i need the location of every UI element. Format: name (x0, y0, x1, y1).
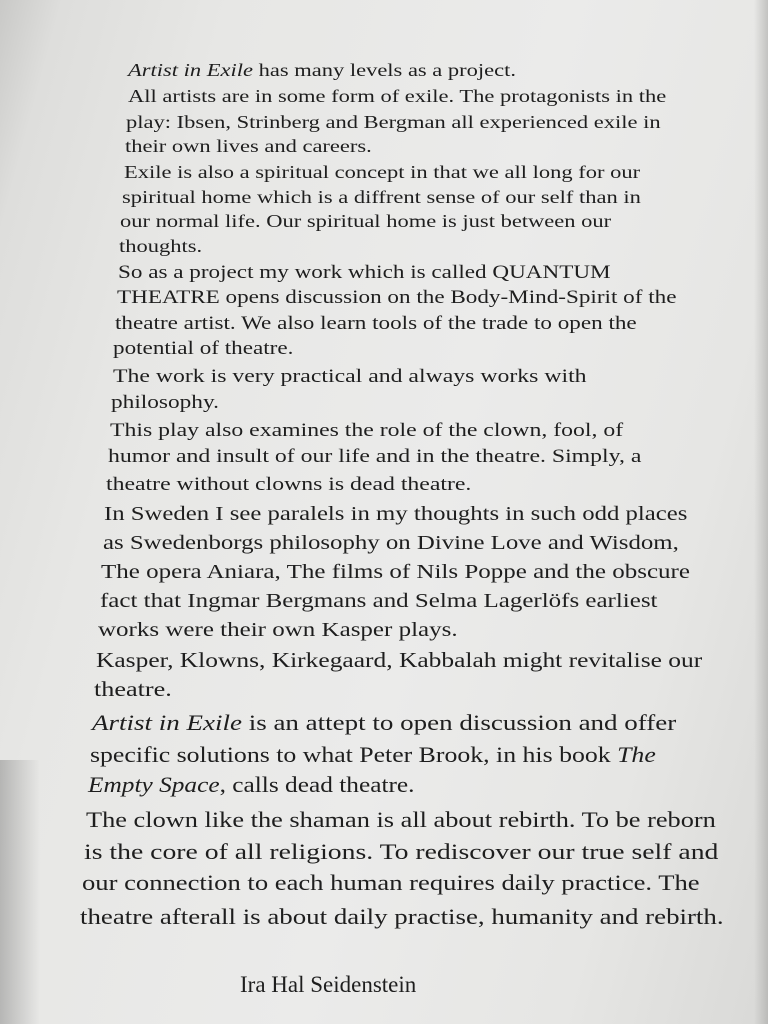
text-line (128, 60, 516, 82)
text-segment: humor and insult of our life and in the theatre. Simply, a (108, 446, 642, 467)
text-line (113, 366, 587, 389)
italic-title: Empty Space (88, 772, 220, 797)
text-segment: All artists are in some form of exile. The protagonists in the (128, 86, 667, 106)
text-line (100, 589, 657, 613)
text-segment: spiritual home which is a diffrent sense of our self than in (122, 187, 641, 207)
text-line (118, 262, 611, 284)
text-line (111, 392, 219, 415)
text-line (82, 869, 700, 896)
text-line (110, 420, 623, 443)
text-segment: specific solutions to what Peter Brook, in his book (90, 742, 618, 767)
text-line (86, 806, 716, 833)
text-segment: has many levels as a project. (252, 60, 517, 80)
text-segment: Exile is also a spiritual concept in that we all long for our (124, 162, 641, 182)
text-segment: The clown like the shaman is all about rebirth. To be reborn (86, 806, 716, 832)
text-line (84, 838, 718, 865)
text-line (117, 287, 676, 309)
text-segment: is an attept to open discussion and offer (241, 710, 677, 735)
text-line (119, 236, 202, 258)
text-line (103, 531, 679, 555)
italic-title: The (617, 742, 656, 767)
text-line (113, 338, 293, 360)
text-line (108, 446, 641, 469)
text-line (90, 742, 656, 768)
text-line (96, 648, 702, 674)
text-segment: In Sweden I see paralels in my thoughts in such odd places (104, 503, 688, 525)
text-segment: theatre without clowns is dead theatre. (106, 474, 472, 495)
text-segment: The opera Aniara, The films of Nils Poppe and the obscure (101, 561, 690, 583)
text-segment: philosophy. (111, 392, 219, 413)
text-line (94, 677, 172, 703)
text-segment: play: Ibsen, Strinberg and Bergman all experienced exile in (126, 112, 661, 132)
text-line (101, 560, 690, 584)
text-segment: So as a project my work which is called QUANTUM (118, 262, 611, 283)
signature: Ira Hal Seidenstein (240, 972, 417, 997)
text-segment: theatre. (94, 676, 172, 701)
text-line (115, 313, 637, 335)
text-segment: The work is very practical and always works with (113, 366, 587, 387)
text-line (80, 903, 724, 930)
text-segment: as Swedenborgs philosophy on Divine Love and Wisdom, (103, 532, 679, 554)
text-line (106, 474, 471, 497)
text-segment: Kasper, Klowns, Kirkegaard, Kabbalah might revitalise our (96, 647, 703, 672)
text-segment: our normal life. Our spiritual home is just between our (120, 211, 612, 231)
italic-title: Artist in Exile (128, 60, 253, 80)
text-segment: , calls dead theatre. (219, 772, 415, 797)
text-segment: thoughts. (119, 236, 203, 256)
text-segment: is the core of all religions. To rediscover our true self and (84, 838, 719, 864)
text-segment: our connection to each human requires daily practice. The (82, 869, 700, 895)
text-line (125, 136, 372, 158)
text-line (120, 211, 611, 233)
text-line (122, 187, 641, 209)
text-line (98, 618, 458, 642)
text-segment: THEATRE opens discussion on the Body-Mind-Spirit of the (117, 287, 677, 308)
text-line (92, 710, 676, 736)
text-segment: This play also examines the role of the clown, fool, of (110, 420, 624, 441)
text-segment: theatre artist. We also learn tools of the trade to open the (115, 313, 637, 334)
text-line (104, 502, 687, 526)
text-segment: works were their own Kasper plays. (98, 619, 458, 641)
text-segment: theatre afterall is about daily practise, humanity and rebirth. (80, 903, 724, 929)
italic-title: Artist in Exile (92, 710, 242, 735)
text-line (124, 162, 640, 184)
text-segment: potential of theatre. (113, 338, 294, 359)
text-segment: their own lives and careers. (125, 136, 372, 156)
text-line (126, 112, 661, 134)
text-line (128, 86, 666, 108)
text-line (88, 772, 415, 798)
text-segment: fact that Ingmar Bergmans and Selma Lagerlöfs earliest (100, 590, 658, 612)
